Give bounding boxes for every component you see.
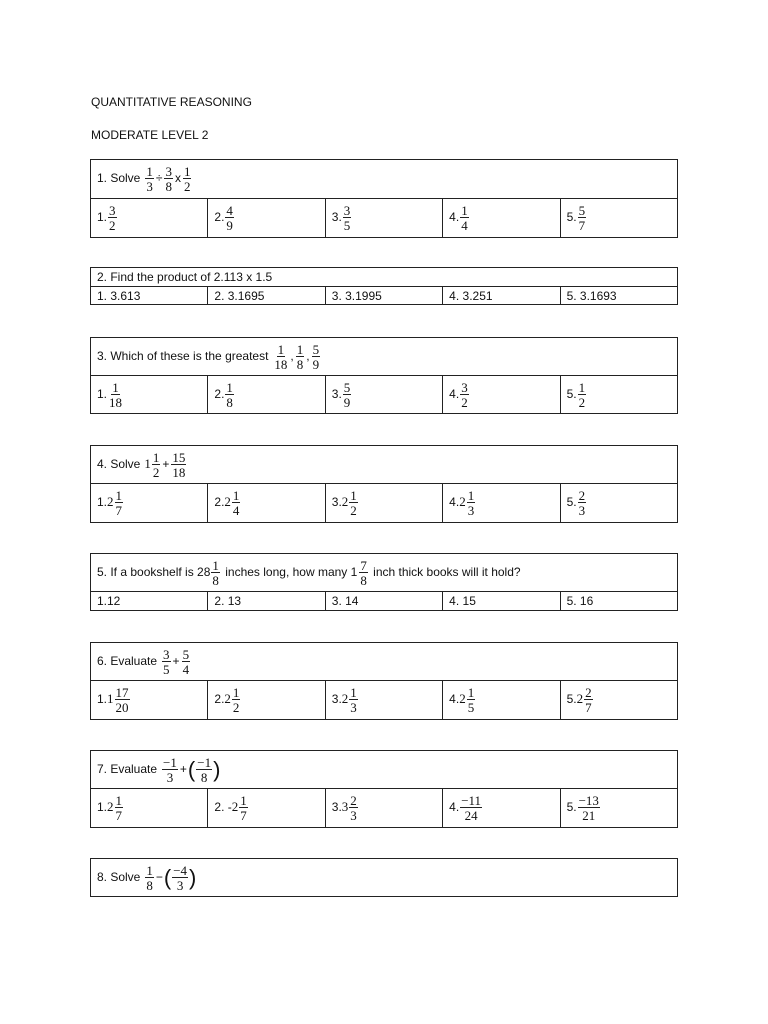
- fraction: [359, 559, 368, 587]
- option-4: [443, 789, 560, 828]
- option-label: 1.12: [97, 594, 121, 608]
- numerator: 3: [461, 379, 468, 395]
- fraction: [162, 648, 171, 676]
- denominator: 9: [226, 218, 233, 233]
- fraction: [273, 343, 288, 371]
- numerator: 1: [467, 488, 475, 503]
- denominator: 8: [165, 179, 172, 194]
- numerator: 1: [350, 685, 357, 700]
- fraction: [183, 165, 192, 193]
- option-label: 1.: [97, 495, 108, 510]
- question-text: [91, 160, 678, 199]
- fraction: [349, 489, 358, 517]
- numerator: 2: [585, 685, 592, 700]
- whole-number: 2: [224, 691, 231, 707]
- denominator: 3: [166, 769, 174, 785]
- option-label: 4.: [449, 386, 460, 401]
- option-label: 3.: [331, 386, 342, 401]
- denominator: 4: [232, 503, 240, 518]
- operator: inches long, how many 1: [221, 564, 358, 579]
- option-label: 4.: [449, 210, 460, 225]
- option-5: [560, 287, 677, 305]
- option-2: [208, 199, 325, 238]
- denominator: 2: [578, 394, 586, 410]
- option-label: 3. 3.1995: [331, 288, 382, 303]
- numerator: −1: [197, 754, 212, 770]
- option-2: [208, 789, 325, 828]
- option-3: [325, 789, 442, 828]
- question-prompt: 6. Evaluate: [97, 653, 158, 668]
- fraction: [578, 204, 587, 232]
- denominator: 18: [172, 464, 186, 480]
- question-row: [91, 554, 678, 592]
- whole-number: 1: [107, 691, 114, 707]
- denominator: 21: [582, 808, 596, 823]
- denominator: 8: [146, 877, 153, 893]
- numerator: 1: [461, 203, 468, 218]
- numerator: 4: [226, 203, 233, 218]
- operator: +: [172, 653, 180, 668]
- option-2: [208, 376, 325, 414]
- parenthesis: (: [163, 864, 172, 890]
- numerator: 1: [232, 488, 240, 503]
- option-3: [325, 199, 442, 238]
- parenthesis: ): [213, 756, 221, 782]
- option-label: 4.: [449, 692, 460, 707]
- numerator: 1: [146, 862, 153, 878]
- operator: +: [179, 761, 187, 776]
- denominator: 7: [115, 808, 123, 823]
- numerator: −4: [173, 862, 188, 878]
- numerator: 3: [109, 203, 116, 218]
- option-1: [91, 287, 208, 305]
- option-3: [325, 592, 442, 611]
- options-row: [91, 484, 678, 523]
- whole-number: 2: [459, 494, 466, 510]
- fraction: [349, 686, 358, 714]
- fraction: [115, 686, 130, 714]
- denominator: 3: [176, 877, 184, 893]
- option-label: 2.: [214, 692, 225, 707]
- option-5: [560, 681, 677, 720]
- numerator: 1: [240, 793, 247, 808]
- option-label: 3.: [331, 800, 342, 815]
- denominator: 2: [350, 503, 357, 518]
- option-5: [560, 199, 677, 238]
- fraction: [115, 489, 124, 517]
- denominator: 3: [350, 808, 357, 823]
- fraction: [211, 559, 220, 587]
- question-table-2: [90, 267, 678, 305]
- denominator: 24: [464, 808, 478, 823]
- option-5: [560, 484, 677, 523]
- options-row: [91, 592, 678, 611]
- numerator: 1: [115, 488, 123, 503]
- numerator: 3: [343, 203, 351, 218]
- question-text: [91, 751, 678, 789]
- fraction: [225, 381, 234, 409]
- question-prompt: 8. Solve: [97, 869, 141, 884]
- option-3: [325, 484, 442, 523]
- fraction: [182, 648, 191, 676]
- fraction: [232, 489, 241, 517]
- options-row: [91, 789, 678, 828]
- fraction: [460, 381, 469, 409]
- fraction: [467, 686, 476, 714]
- options-row: [91, 376, 678, 414]
- numerator: 1: [146, 164, 153, 179]
- options-row: [91, 199, 678, 238]
- denominator: 8: [360, 572, 367, 588]
- option-label: 2. -: [214, 800, 232, 815]
- question-prompt: 5. If a bookshelf is 28: [97, 564, 211, 579]
- option-label: 1.: [97, 210, 108, 225]
- fraction: [164, 165, 173, 193]
- whole-number: 2: [107, 799, 114, 815]
- denominator: 5: [163, 661, 170, 677]
- fraction: [578, 381, 587, 409]
- operator: ,: [306, 348, 310, 363]
- option-2: [208, 681, 325, 720]
- fraction: [343, 204, 352, 232]
- question-text: [91, 338, 678, 376]
- fraction: [108, 381, 123, 409]
- fraction: [108, 204, 117, 232]
- numerator: 1: [226, 379, 233, 395]
- option-4: [443, 484, 560, 523]
- whole-number: 2: [341, 494, 349, 510]
- fraction: [467, 489, 476, 517]
- option-4: [443, 287, 560, 305]
- question-expression: [144, 862, 197, 893]
- option-label: 3.: [331, 495, 342, 510]
- option-label: 5. 3.1693: [566, 288, 617, 303]
- fraction: [172, 864, 188, 892]
- whole-number: 2: [231, 799, 239, 815]
- denominator: 5: [343, 218, 351, 233]
- whole-number: 1: [144, 455, 151, 471]
- numerator: 1: [350, 488, 357, 503]
- numerator: −13: [578, 793, 599, 808]
- question-row: [91, 338, 678, 376]
- numerator: 1: [112, 379, 119, 395]
- option-5: [560, 789, 677, 828]
- question-prompt: 1. Solve: [97, 171, 141, 186]
- question-table-7: [90, 750, 678, 828]
- denominator: 20: [115, 700, 129, 715]
- denominator: 7: [115, 503, 123, 518]
- option-4: [443, 592, 560, 611]
- numerator: 15: [172, 449, 186, 465]
- denominator: 4: [461, 218, 468, 233]
- denominator: 8: [226, 394, 233, 410]
- question-table-4: [90, 445, 678, 523]
- denominator: 8: [296, 356, 304, 372]
- denominator: 5: [467, 700, 475, 715]
- numerator: 5: [182, 646, 190, 662]
- option-label: 1.: [97, 386, 108, 401]
- question-expression: [272, 341, 321, 372]
- option-3: [325, 287, 442, 305]
- denominator: 2: [152, 464, 160, 480]
- operator: inch thick books will it hold?: [369, 564, 521, 579]
- numerator: 1: [578, 379, 586, 395]
- operator: −: [155, 869, 163, 884]
- numerator: −11: [461, 793, 482, 808]
- numerator: 1: [183, 164, 191, 179]
- numerator: 5: [343, 379, 351, 395]
- fraction: [145, 864, 154, 892]
- operator: ,: [290, 348, 294, 363]
- numerator: 1: [277, 341, 285, 357]
- fraction: [578, 794, 600, 822]
- numerator: 7: [360, 557, 367, 573]
- option-label: 5.: [566, 386, 577, 401]
- question-row: [91, 643, 678, 681]
- option-label: 2.: [214, 210, 225, 225]
- question-prompt: 3. Which of these is the greatest: [97, 348, 269, 363]
- option-label: 5.: [566, 210, 577, 225]
- question-row: [91, 751, 678, 789]
- denominator: 7: [585, 700, 592, 715]
- question-table-6: [90, 642, 678, 720]
- numerator: 5: [578, 203, 586, 218]
- fraction: [196, 756, 212, 784]
- whole-number: 3: [341, 799, 349, 815]
- option-label: 2.: [214, 495, 225, 510]
- option-label: 4.: [449, 495, 460, 510]
- numerator: 1: [152, 449, 160, 465]
- whole-number: 2: [459, 691, 466, 707]
- question-table-1: [90, 159, 678, 238]
- question-text: [91, 859, 678, 897]
- question-prompt: 7. Evaluate: [97, 761, 158, 776]
- page-subtitle: MODERATE LEVEL 2: [91, 128, 209, 142]
- denominator: 2: [461, 394, 468, 410]
- option-4: [443, 681, 560, 720]
- denominator: 7: [578, 218, 586, 233]
- fraction: [239, 794, 248, 822]
- fraction: [349, 794, 358, 822]
- numerator: 3: [163, 646, 170, 662]
- question-prompt: 2. Find the product of 2.113 x 1.5: [97, 270, 273, 284]
- fraction: [225, 204, 234, 232]
- numerator: 3: [165, 164, 172, 179]
- option-label: 5.: [566, 495, 577, 510]
- question-expression: [144, 164, 192, 194]
- fraction: [145, 165, 154, 193]
- option-1: [91, 789, 208, 828]
- option-label: 2. 3.1695: [214, 288, 265, 303]
- option-5: [560, 376, 677, 414]
- option-1: [91, 199, 208, 238]
- numerator: 1: [296, 341, 304, 357]
- operator: ÷: [155, 171, 163, 186]
- denominator: 3: [467, 503, 475, 518]
- option-5: [560, 592, 677, 611]
- denominator: 18: [109, 394, 123, 410]
- options-row: [91, 681, 678, 720]
- option-3: [325, 376, 442, 414]
- parenthesis: ): [189, 864, 197, 890]
- question-text: [91, 268, 678, 287]
- option-4: [443, 376, 560, 414]
- denominator: 9: [312, 356, 320, 372]
- option-label: 2.: [214, 386, 225, 401]
- option-2: [208, 484, 325, 523]
- fraction: [162, 756, 178, 784]
- option-label: 3.: [331, 692, 342, 707]
- question-text: [91, 554, 678, 592]
- numerator: 1: [212, 557, 219, 573]
- fraction: [296, 343, 305, 371]
- option-label: 5.: [566, 800, 577, 815]
- parenthesis: (: [187, 756, 196, 782]
- option-3: [325, 681, 442, 720]
- option-label: 4. 15: [449, 594, 476, 608]
- option-label: 2. 13: [214, 594, 242, 608]
- option-1: [91, 484, 208, 523]
- question-table-3: [90, 337, 678, 414]
- option-2: [208, 287, 325, 305]
- fraction: [343, 381, 352, 409]
- option-4: [443, 199, 560, 238]
- question-text: [91, 446, 678, 484]
- numerator: −1: [163, 754, 177, 770]
- option-1: [91, 592, 208, 611]
- numerator: 2: [350, 793, 357, 808]
- fraction: [578, 489, 587, 517]
- denominator: 2: [183, 179, 191, 194]
- question-expression: [161, 754, 221, 785]
- numerator: 1: [467, 685, 475, 700]
- numerator: 17: [115, 685, 129, 700]
- numerator: 1: [115, 793, 123, 808]
- denominator: 3: [578, 503, 586, 518]
- question-text: [91, 643, 678, 681]
- whole-number: 2: [341, 691, 349, 707]
- page-title: QUANTITATIVE REASONING: [91, 95, 252, 109]
- option-1: [91, 376, 208, 414]
- fraction: [115, 794, 124, 822]
- question-prompt: 4. Solve: [97, 456, 141, 471]
- fraction: [584, 686, 593, 714]
- option-label: 4. 3.251: [449, 288, 493, 303]
- question-table-8: [90, 858, 678, 897]
- operator: x: [174, 171, 181, 186]
- denominator: 3: [146, 179, 153, 194]
- numerator: 5: [312, 341, 320, 357]
- operator: +: [162, 456, 170, 471]
- fraction: [232, 686, 241, 714]
- option-label: 4.: [449, 800, 460, 815]
- option-label: 1.: [97, 800, 108, 815]
- fraction: [460, 204, 469, 232]
- option-1: [91, 681, 208, 720]
- question-row: [91, 268, 678, 287]
- fraction: [171, 451, 186, 479]
- question-row: [91, 160, 678, 199]
- question-table-5: [90, 553, 678, 611]
- whole-number: 2: [576, 691, 584, 707]
- whole-number: 2: [224, 494, 231, 510]
- denominator: 7: [240, 808, 247, 823]
- denominator: 8: [200, 769, 208, 785]
- option-label: 3. 14: [331, 594, 359, 608]
- question-row: [91, 446, 678, 484]
- denominator: 18: [274, 356, 288, 372]
- option-label: 3.: [331, 210, 342, 225]
- numerator: 1: [232, 685, 240, 700]
- question-expression: [144, 449, 187, 480]
- question-row: [91, 859, 678, 897]
- options-row: [91, 287, 678, 305]
- option-2: [208, 592, 325, 611]
- fraction: [460, 794, 482, 822]
- option-label: 5.: [566, 692, 577, 707]
- denominator: 2: [232, 700, 240, 715]
- denominator: 2: [109, 218, 116, 233]
- fraction: [152, 451, 161, 479]
- denominator: 9: [343, 394, 351, 410]
- numerator: 2: [578, 488, 586, 503]
- option-label: 5. 16: [566, 594, 594, 608]
- fraction: [312, 343, 321, 371]
- option-label: 1. 3.613: [97, 288, 141, 303]
- denominator: 4: [182, 661, 190, 677]
- question-expression: [210, 557, 521, 588]
- denominator: 8: [212, 572, 219, 588]
- question-expression: [161, 646, 191, 677]
- option-label: 1.: [97, 692, 108, 707]
- whole-number: 2: [107, 494, 114, 510]
- denominator: 3: [350, 700, 357, 715]
